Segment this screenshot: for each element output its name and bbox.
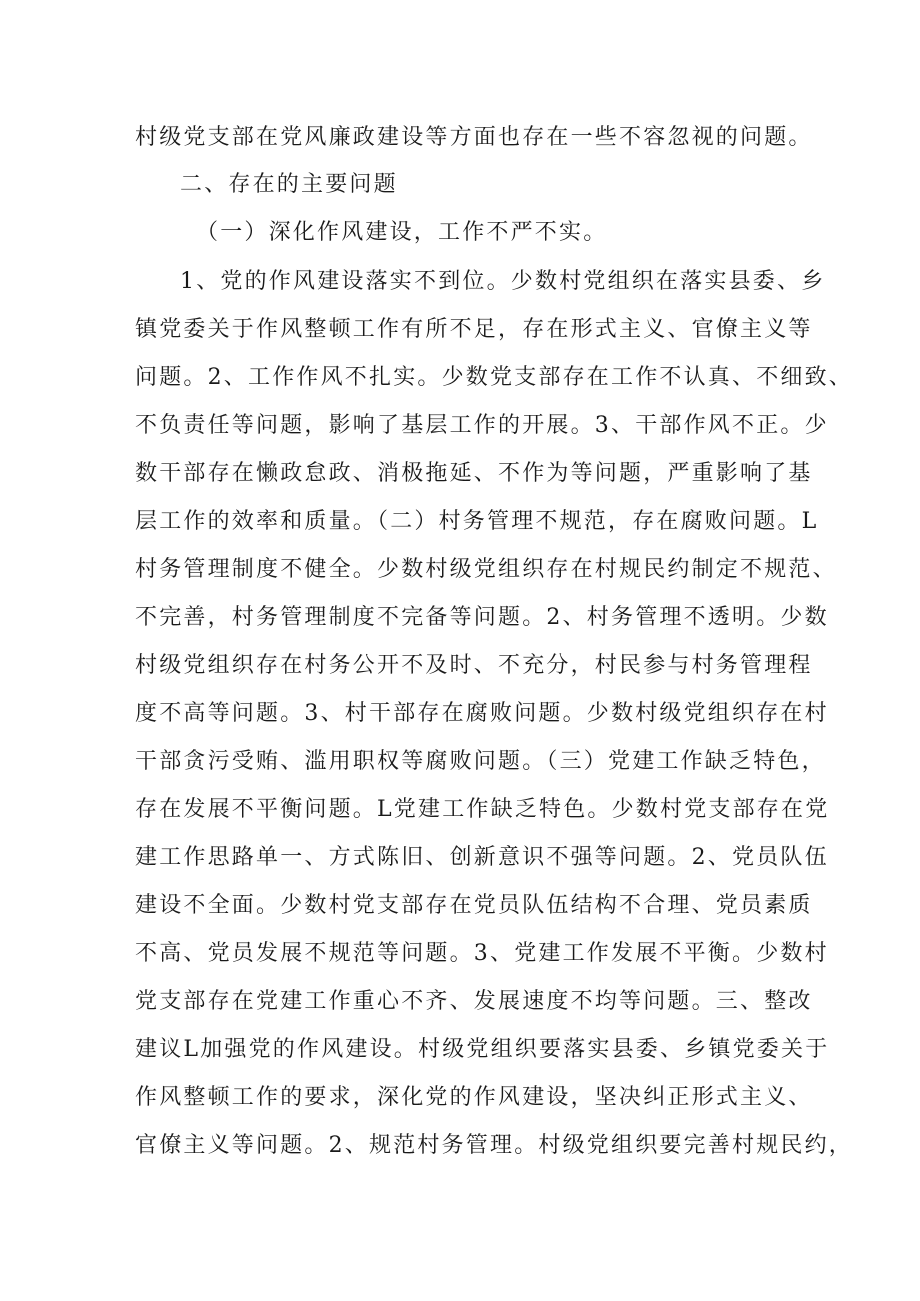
text-line-1: 村级党支部在党风廉政建设等方面也存在一些不容忽视的问题。	[135, 125, 813, 150]
text-line-9: 层工作的效率和质量。（二）村务管理不规范，存在腐败问题。L	[135, 509, 819, 534]
text-line-5: 镇党委关于作风整顿工作有所不足，存在形式主义、官僚主义等	[135, 317, 813, 342]
text-line-4: 1、党的作风建设落实不到位。少数村党组织在落实县委、乡	[180, 269, 826, 294]
text-line-22: 官僚主义等问题。2、规范村务管理。村级党组织要完善村规民约，	[135, 1133, 853, 1158]
subsection-heading-1: （一）深化作风建设，工作不严不实。	[196, 220, 608, 245]
text-line-19: 党支部存在党建工作重心不齐、发展速度不均等问题。三、整改	[135, 989, 813, 1014]
text-line-10: 村务管理制度不健全。少数村级党组织存在村规民约制定不规范、	[135, 557, 837, 582]
text-line-12: 村级党组织存在村务公开不及时、不充分，村民参与村务管理程	[135, 653, 813, 678]
text-line-17: 建设不全面。少数村党支部存在党员队伍结构不合理、党员素质	[135, 893, 813, 918]
text-line-16: 建工作思路单一、方式陈旧、创新意识不强等问题。2、党员队伍	[135, 845, 829, 870]
text-line-20: 建议L加强党的作风建设。村级党组织要落实县委、乡镇党委关于	[135, 1037, 830, 1062]
text-line-7: 不负责任等问题，影响了基层工作的开展。3、干部作风不正。少	[135, 413, 829, 438]
text-line-21: 作风整顿工作的要求，深化党的作风建设，坚决纠正形式主义、	[135, 1085, 813, 1110]
section-heading-2: 二、存在的主要问题	[180, 172, 398, 197]
text-line-8: 数干部存在懒政怠政、消极拖延、不作为等问题，严重影响了基	[135, 461, 813, 486]
text-line-15: 存在发展不平衡问题。L党建工作缺乏特色。少数村党支部存在党	[135, 797, 830, 822]
text-line-13: 度不高等问题。3、村干部存在腐败问题。少数村级党组织存在村	[135, 701, 829, 726]
text-line-14: 干部贪污受贿、滥用职权等腐败问题。（三）党建工作缺乏特色，	[135, 749, 826, 774]
text-line-18: 不高、党员发展不规范等问题。3、党建工作发展不平衡。少数村	[135, 941, 829, 966]
text-line-11: 不完善，村务管理制度不完备等问题。2、村务管理不透明。少数	[135, 605, 829, 630]
text-line-6: 问题。2、工作作风不扎实。少数党支部存在工作不认真、不细致、	[135, 365, 853, 390]
